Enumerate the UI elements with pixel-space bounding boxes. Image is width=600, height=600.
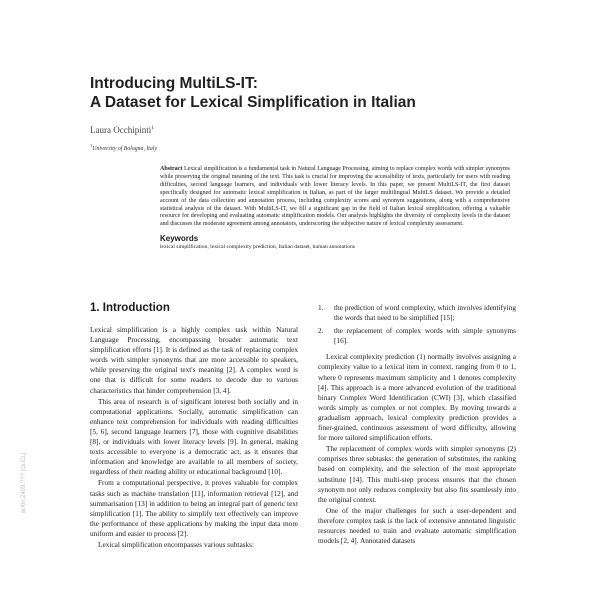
keywords-heading: Keywords (160, 234, 199, 244)
intro-paragraph-5: Lexical complexity prediction (1) normally involves assigning a complexity value to a lexical item in context, ranging from 0 to 1, where 0 represents maximum simplicity and 1 denotes complexity [4]. This approach is a more advanced evolution of the traditional binary Complex Word Identification (CWI) [3], which classified words simply as complex or not complex. By moving towards a gradualism approach, lexical complexity prediction provides a finer-grained, continuous assessment of word difficulty, allowing for more tailored simplification efforts. (318, 352, 516, 443)
intro-paragraph-7: One of the major challenges for such a user-dependent and therefore complex task is the lack of extensive annotated linguistic resources needed to train and evaluate automatic simplification models [2, 4]. Annotated datasets (318, 505, 516, 546)
abstract-label: Abstract (160, 166, 183, 172)
abstract-paragraph (160, 166, 510, 229)
list-marker: 1. (318, 303, 324, 312)
list-item (318, 326, 516, 346)
author-last-name: Occhipinti (113, 125, 152, 135)
list-item-text: the replacement of complex words with simple synonyms [16]. (334, 326, 516, 346)
paper-title (90, 74, 530, 112)
affiliation-text: University of Bologna, Italy (92, 145, 157, 152)
intro-paragraph-4: Lexical simplification encompasses various subtasks: (98, 539, 255, 549)
abstract-block (160, 166, 510, 250)
left-column (90, 325, 298, 551)
abstract-text: Lexical simplification is a fundamental task in Natural Language Processing, aiming to replace complex words with simpler synonyms while preserving the original meaning of the text. This task is crucial for improving the accessibility of texts, particularly for users with reading difficulties, second language learners, and individuals with lower literacy levels. In this paper, we present MultiLS-IT, the first dataset specifically designed for automatic lexical simplification in Italian, as part of the larger multilingual MultiLS dataset. We provide a detailed account of the data collection and annotation process, including complexity scores and synonym suggestions, along with a comprehensive statistical analysis of the dataset. With MultiLS-IT, we fill a significant gap in the field of Italian lexical simplification, offering a valuable resource for developing and evaluating automatic simplification models. Our analysis highlights the diversity of complexity levels in the dataset and discusses the moderate agreement among annotators, underscoring the subjective nature of lexical complexity assessment. (160, 166, 510, 228)
list-item-text: the prediction of word complexity, which involves identifying the words that need to be simplified [15]; (334, 303, 516, 323)
affiliation (90, 143, 157, 152)
author-line (90, 125, 154, 135)
author-mark: 1 (151, 125, 154, 131)
section-title-introduction: 1. Introduction (90, 302, 170, 314)
title-line-2: A Dataset for Lexical Simplification in Italian (90, 94, 416, 111)
intro-paragraph-6: The replacement of complex words with simpler synonyms (2) comprises three subtasks: the generation of substitutes, the ranking based on complexity, and the selection of the most appropriate substitute [14]. This multi-step process ensures that the chosen synonym not only reduces complexity but also fits seamlessly into the original context. (318, 444, 516, 504)
list-marker: 2. (318, 326, 324, 336)
intro-paragraph-2: This area of research is of significant interest both socially and in computational applications. Socially, automatic simplification can enhance text comprehension for individuals with reading difficulties [5, 6], second language learners [7], those with cognitive disabilities [8], or individuals with lower literacy levels [9]. In general, making texts accessible to everyone is a democratic act, as it ensures that information and knowledge are available to all members of society, regardless of their reading ability or educational background [10]. (90, 396, 298, 477)
keywords-text: lexical simplification, lexical complexity prediction, Italian dataset, human annotations (160, 244, 355, 251)
affiliation-mark: 1 (90, 143, 93, 148)
author-first-name: Laura (90, 125, 111, 135)
arxiv-sidebar-id: arXiv:2409.??? [cs.CL] (21, 452, 27, 514)
right-column (318, 303, 516, 547)
list-item (318, 303, 516, 323)
intro-paragraph-1: Lexical simplification is a highly complex task within Natural Language Processing, encompassing broader automatic text simplification efforts [1]. It is defined as the task of replacing complex words with simpler synonyms that are more accessible to speakers, while preserving the original text's meaning [2]. A complex word is one that is difficult for some readers to decode due to various characteristics that hinder comprehension [3, 4]. (90, 325, 298, 395)
title-line-1: Introducing MultiLS-IT: (90, 75, 258, 92)
intro-paragraph-3: From a computational perspective, it proves valuable for complex tasks such as machine translation [11], information retrieval [12], and summarisation [13] in addition to being an integral part of generic text simplification [1]. The ability to simplify text effectively can improve the performance of these applications by making the input data more uniform and easier to process [2]. (90, 478, 298, 538)
